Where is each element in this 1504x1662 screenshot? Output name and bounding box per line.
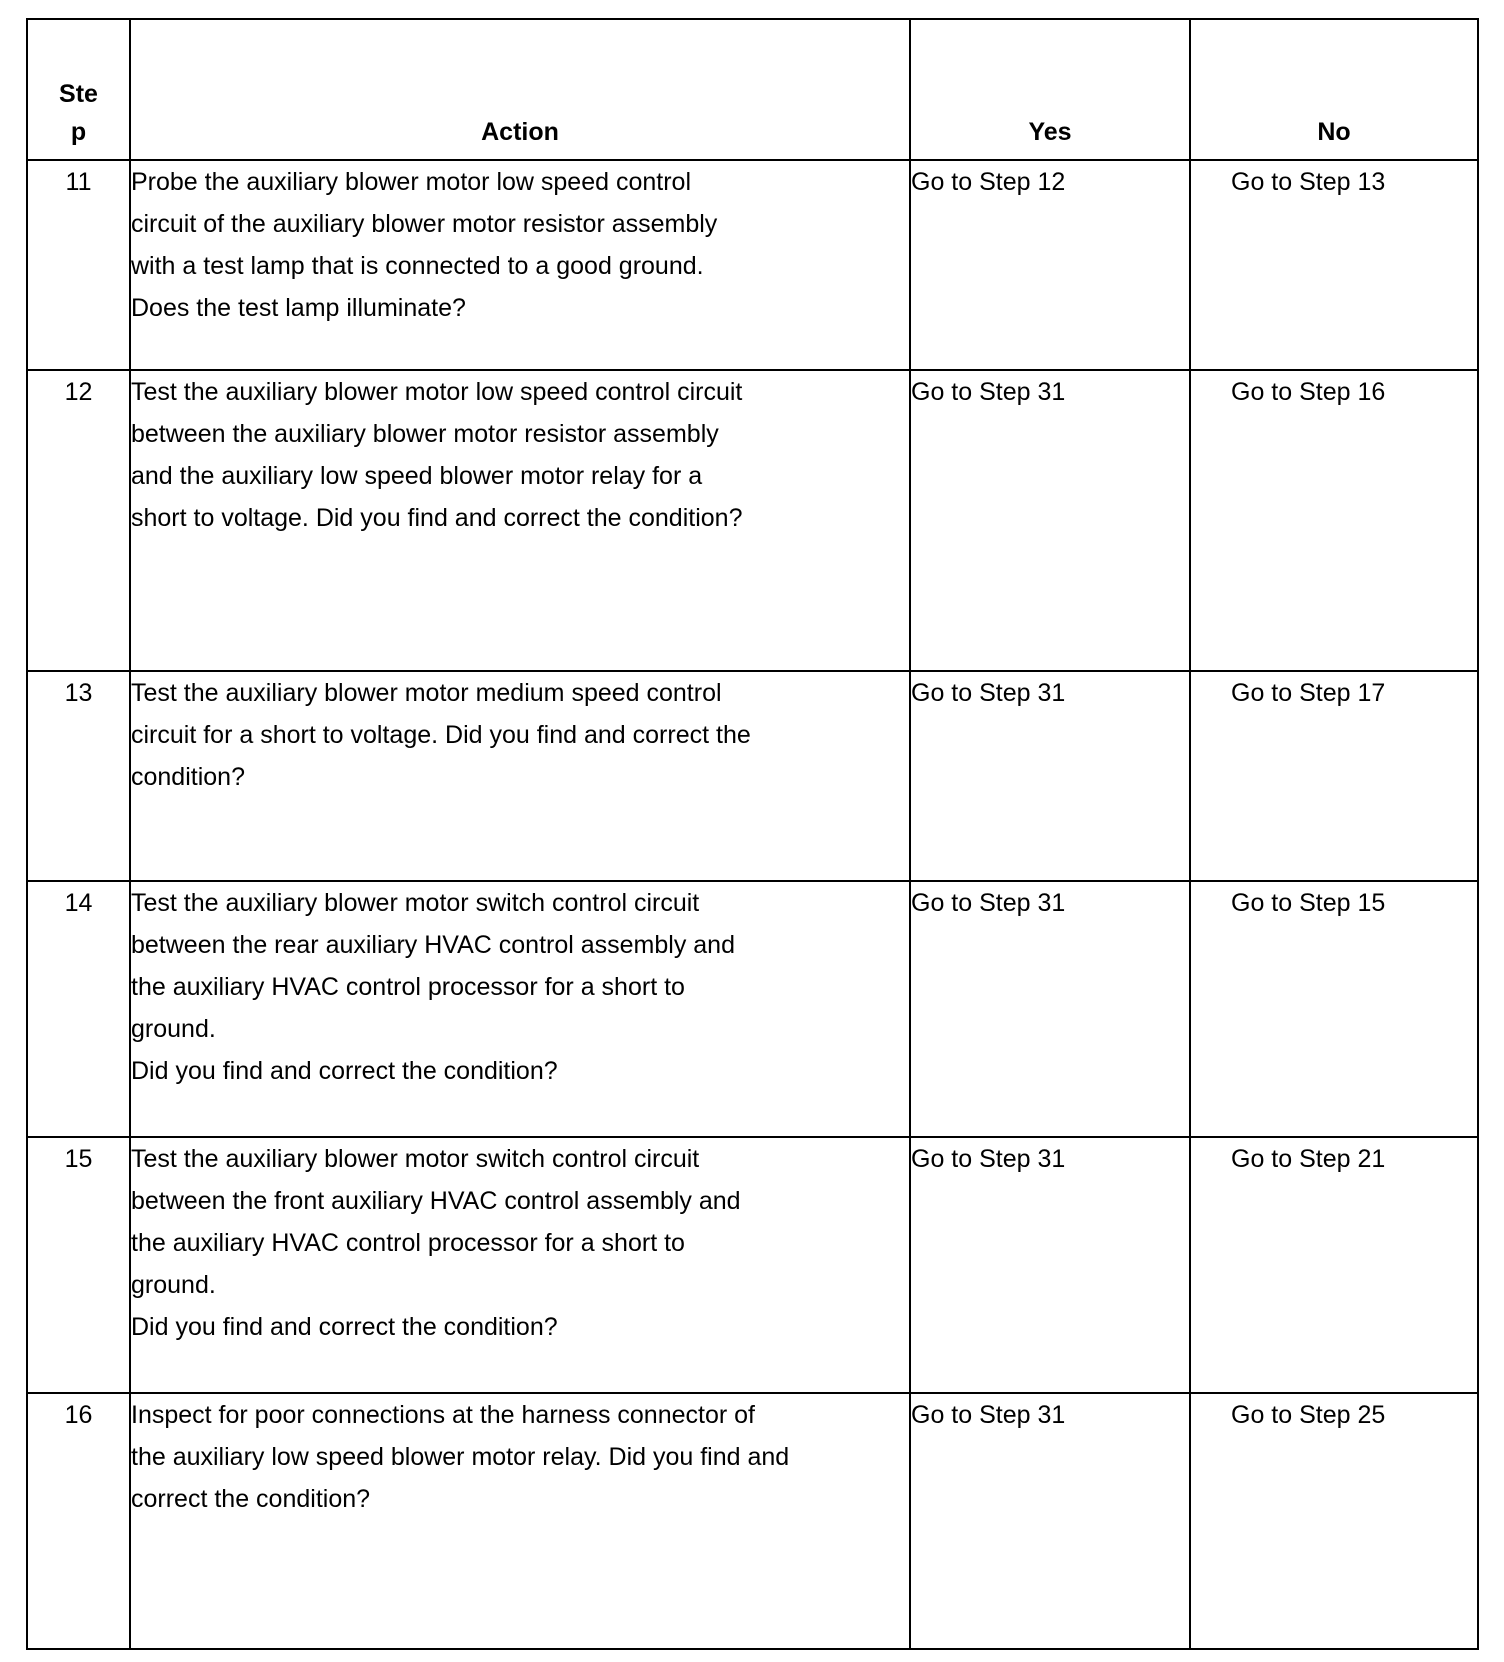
action-line: Test the auxiliary blower motor medium speed control <box>131 679 722 707</box>
no-result: Go to Step 13 <box>1190 160 1478 370</box>
step-number: 15 <box>27 1137 130 1393</box>
diagnostic-table <box>26 18 1479 1650</box>
yes-result: Go to Step 31 <box>910 881 1190 1137</box>
action-text <box>130 160 910 370</box>
action-line: Test the auxiliary blower motor low speed control circuit <box>131 378 743 406</box>
action-line: Did you find and correct the condition? <box>131 1057 558 1085</box>
no-result: Go to Step 21 <box>1190 1137 1478 1393</box>
action-line: circuit for a short to voltage. Did you find and correct the <box>131 721 751 749</box>
action-line: Inspect for poor connections at the harness connector of <box>131 1401 755 1429</box>
action-text <box>130 671 910 881</box>
step-number: 16 <box>27 1393 130 1649</box>
action-line: between the front auxiliary HVAC control assembly and <box>131 1187 741 1215</box>
action-text <box>130 1393 910 1649</box>
header-action: Action <box>130 19 910 160</box>
table-row <box>27 1137 1478 1393</box>
step-number: 12 <box>27 370 130 671</box>
action-line: circuit of the auxiliary blower motor resistor assembly <box>131 210 718 238</box>
table-row <box>27 1393 1478 1649</box>
action-line: Does the test lamp illuminate? <box>131 294 466 322</box>
action-line: Test the auxiliary blower motor switch control circuit <box>131 1145 700 1173</box>
yes-result: Go to Step 31 <box>910 370 1190 671</box>
action-line: ground. <box>131 1271 216 1299</box>
action-line: Did you find and correct the condition? <box>131 1313 558 1341</box>
step-number: 14 <box>27 881 130 1137</box>
header-step: Step <box>27 19 130 160</box>
action-line: Test the auxiliary blower motor switch control circuit <box>131 889 700 917</box>
action-line: the auxiliary HVAC control processor for a short to <box>131 1229 685 1257</box>
action-line: condition? <box>131 763 245 791</box>
action-text <box>130 1137 910 1393</box>
no-result: Go to Step 17 <box>1190 671 1478 881</box>
action-line: and the auxiliary low speed blower motor relay for a <box>131 462 703 490</box>
action-line: correct the condition? <box>131 1485 371 1513</box>
action-line: Probe the auxiliary blower motor low speed control <box>131 168 691 196</box>
action-text <box>130 370 910 671</box>
action-text <box>130 881 910 1137</box>
table-row <box>27 671 1478 881</box>
yes-result: Go to Step 31 <box>910 1137 1190 1393</box>
action-line: between the rear auxiliary HVAC control assembly and <box>131 931 735 959</box>
action-line: the auxiliary HVAC control processor for a short to <box>131 973 685 1001</box>
table-row <box>27 370 1478 671</box>
step-number: 11 <box>27 160 130 370</box>
header-yes: Yes <box>910 19 1190 160</box>
yes-result: Go to Step 31 <box>910 671 1190 881</box>
no-result: Go to Step 25 <box>1190 1393 1478 1649</box>
yes-result: Go to Step 12 <box>910 160 1190 370</box>
action-line: with a test lamp that is connected to a good ground. <box>131 252 704 280</box>
table-row <box>27 881 1478 1137</box>
header-row <box>27 19 1478 160</box>
table-row <box>27 160 1478 370</box>
no-result: Go to Step 15 <box>1190 881 1478 1137</box>
step-number: 13 <box>27 671 130 881</box>
no-result: Go to Step 16 <box>1190 370 1478 671</box>
header-no: No <box>1190 19 1478 160</box>
action-line: short to voltage. Did you find and correct the condition? <box>131 504 743 532</box>
yes-result: Go to Step 31 <box>910 1393 1190 1649</box>
action-line: ground. <box>131 1015 216 1043</box>
action-line: the auxiliary low speed blower motor relay. Did you find and <box>131 1443 790 1471</box>
action-line: between the auxiliary blower motor resistor assembly <box>131 420 719 448</box>
